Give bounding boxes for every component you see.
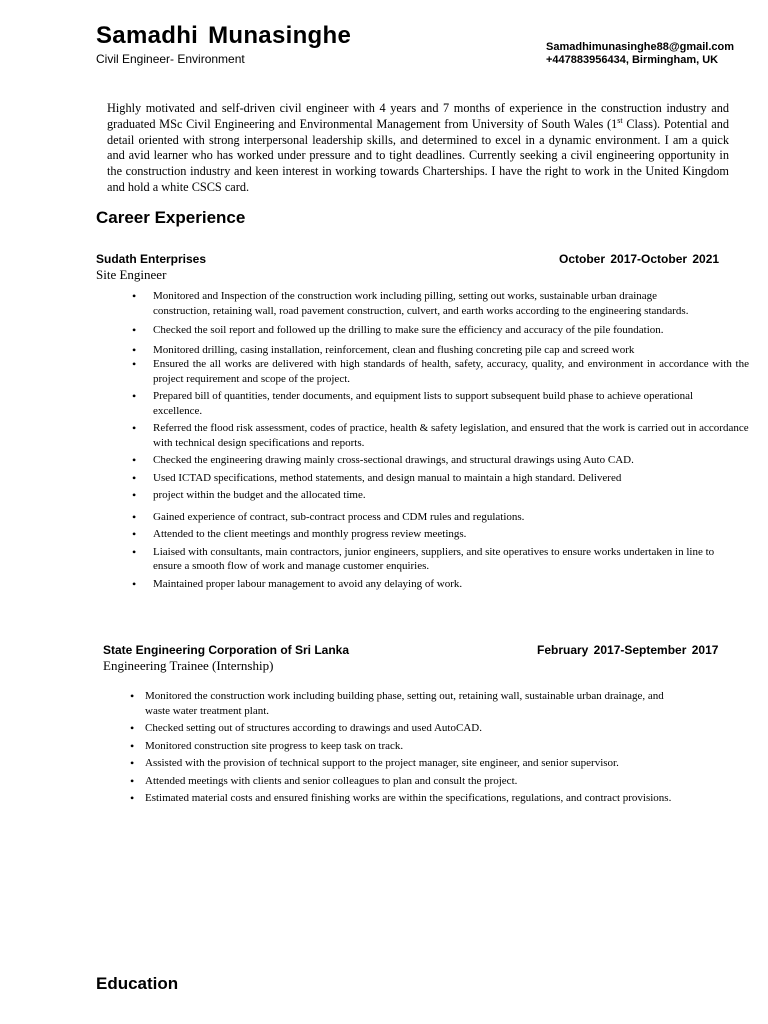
bullet-item: • Used ICTAD specifications, method statements, and design manual to maintain a high standard. Delivered: [153, 471, 753, 486]
education-heading: Education: [96, 974, 179, 993]
bullet-item: • Checked setting out of structures according to drawings and used AutoCAD.: [145, 721, 705, 736]
bullet-item: • Checked the soil report and followed up the drilling to make sure the efficiency and accuracy of the pile foundation.: [153, 323, 753, 338]
bullet-item: • Estimated material costs and ensured finishing works are within the specifications, regulations, and contract provisions.: [145, 791, 705, 806]
bullet-item: • Monitored and Inspection of the construction work including pilling, setting out works, sustainable urban drainage construction, retaining wall, road pavement construction, culvert, and earth works according to the engineering standards.: [153, 289, 713, 318]
career-heading: Career Experience: [96, 208, 246, 227]
bullet-item: • project within the budget and the allocated time.: [153, 488, 753, 503]
bullet-item: • Checked the engineering drawing mainly cross-sectional drawings, and structural drawings using Auto CAD.: [153, 453, 753, 468]
candidate-name: Samadhi Munasinghe: [96, 22, 352, 49]
job-role: Site Engineer: [96, 267, 167, 282]
employment-dates: February 2017-September 2017: [537, 643, 719, 657]
bullet-item: • Attended to the client meetings and monthly progress review meetings.: [153, 527, 753, 542]
bullet-item: • Referred the flood risk assessment, codes of practice, health & safety legislation, and ensured that the work is carried out in accordance with technical design specifications and reports.: [153, 421, 749, 450]
bullet-item: • Attended meetings with clients and senior colleagues to plan and consult the project.: [145, 774, 705, 789]
bullet-item: • Monitored drilling, casing installation, reinforcement, clean and flushing concreting pile cap and screed work: [153, 343, 753, 358]
company-name: Sudath Enterprises: [96, 252, 207, 266]
contact-block: [546, 41, 734, 67]
job-1-bullets: [153, 289, 753, 591]
summary-text-1: Highly motivated and self-driven civil engineer with 4 years and 7 months of experience in the construction industry and graduated MSc Civil Engineering and Environmental Management from University of South Wales (1: [107, 101, 729, 131]
summary-superscript: st: [617, 115, 623, 125]
email-address[interactable]: Samadhimunasinghe88@gmail.com: [546, 41, 734, 53]
job-title: Civil Engineer- Environment: [96, 52, 245, 66]
company-name: State Engineering Corporation of Sri Lanka: [103, 643, 350, 657]
bullet-item: • Prepared bill of quantities, tender documents, and equipment lists to support subsequent build phase to achieve operational excellence.: [153, 389, 728, 418]
bullet-item: • Monitored the construction work including building phase, setting out, retaining wall, sustainable urban drainage, and waste water treatment plant.: [145, 689, 690, 718]
phone-location: +447883956434, Birmingham, UK: [546, 54, 719, 66]
profile-summary: [107, 101, 729, 196]
job-2-bullets: [145, 689, 705, 806]
bullet-item: • Liaised with consultants, main contractors, junior engineers, suppliers, and site operatives to ensure works undertaken in line to ensure a smooth flow of work and manage customer enquiries.: [153, 545, 718, 574]
job-role: Engineering Trainee (Internship): [103, 658, 274, 673]
bullet-item: • Assisted with the provision of technical support to the project manager, site engineer, and senior supervisor.: [145, 756, 645, 771]
bullet-item: • Ensured the all works are delivered with high standards of health, safety, accuracy, quality, and environment in accordance with the project requirement and scope of the project.: [153, 357, 749, 386]
bullet-item: • Monitored construction site progress to keep task on track.: [145, 739, 705, 754]
employment-dates: October 2017-October 2021: [559, 252, 720, 266]
bullet-item: • Maintained proper labour management to avoid any delaying of work.: [153, 577, 753, 592]
bullet-item: • Gained experience of contract, sub-contract process and CDM rules and regulations.: [153, 510, 753, 525]
summary-text-2: Class). Potential and detail oriented with strong interpersonal leadership skills, and determined to excel in a dynamic environment. I am a quick and avid learner who has worked under pressure and to tight deadlines. Currently seeking a civil engineering opportunity in the construction industry and keen interest in working towards Charterships. I have the right to work in the United Kingdom and hold a white CSCS card.: [107, 116, 729, 194]
